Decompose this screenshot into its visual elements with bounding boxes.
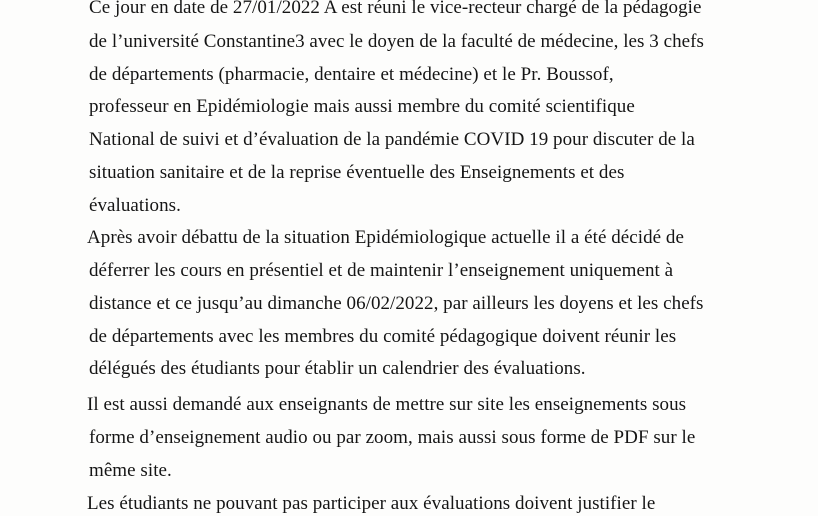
text-line-12: délégués des étudiants pour établir un calendrier des évaluations.	[89, 358, 586, 379]
text-line-7: évaluations.	[89, 195, 181, 216]
text-line-13: Il est aussi demandé aux enseignants de mettre sur site les enseignements sous	[87, 394, 687, 415]
text-line-9: déferrer les cours en présentiel et de maintenir l’enseignement uniquement à	[89, 260, 674, 281]
text-line-14: forme d’enseignement audio ou par zoom, mais aussi sous forme de PDF sur le	[89, 427, 696, 448]
text-line-4: professeur en Epidémiologie mais aussi membre du comité scientifique	[89, 96, 635, 117]
text-line-11: de départements avec les membres du comité pédagogique doivent réunir les	[89, 326, 677, 347]
text-line-10: distance et ce jusqu’au dimanche 06/02/2022, par ailleurs les doyens et les chefs	[89, 293, 704, 314]
text-line-16: Les étudiants ne pouvant pas participer aux évaluations doivent justifier le	[87, 493, 656, 514]
text-line-5: National de suivi et d’évaluation de la pandémie COVID 19 pour discuter de la	[89, 129, 695, 150]
text-line-8: Après avoir débattu de la situation Epidémiologique actuelle il a été décidé de	[87, 227, 684, 248]
text-line-15: même site.	[89, 460, 172, 481]
text-line-6: situation sanitaire et de la reprise éventuelle des Enseignements et des	[89, 162, 625, 183]
text-line-3: de départements (pharmacie, dentaire et médecine) et le Pr. Boussof,	[89, 64, 614, 85]
text-line-2: de l’université Constantine3 avec le doyen de la faculté de médecine, les 3 chefs	[89, 31, 704, 52]
text-line-1: Ce jour en date de 27/01/2022 A est réuni le vice-recteur chargé de la pédagogie	[89, 0, 702, 18]
